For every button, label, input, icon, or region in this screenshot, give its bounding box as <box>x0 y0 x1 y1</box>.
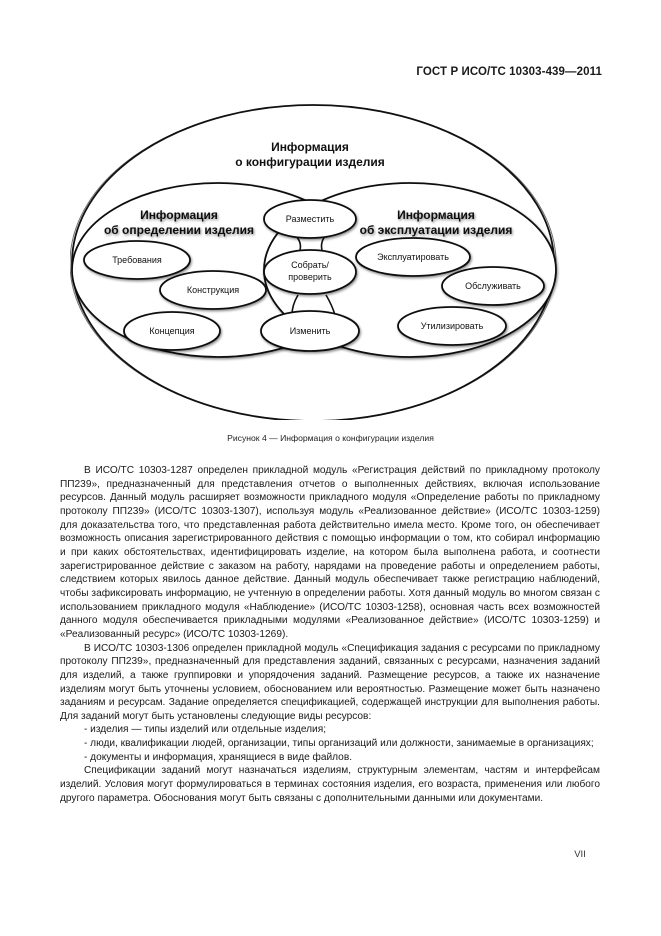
list-item: - документы и информация, хранящиеся в виде файлов. <box>84 751 353 763</box>
body-text <box>60 464 600 805</box>
node-requirements-label: Требования <box>112 255 162 265</box>
outer-title-line1: Информация <box>271 140 349 154</box>
node-maintain-label: Обслуживать <box>465 281 521 291</box>
node-design-label: Конструкция <box>186 285 240 295</box>
paragraph: В ИСО/ТС 10303-1306 определен прикладной модуль «Спецификация задания с ресурсами по прикладному протоколу ПП239», предназначенный для представления заданий, связанных с ресурсами, назначения заданий для изделий, а также группировки и упорядочения заданий. Размещение ресурсов, а также их назначение изделиям могут быть уточнены условием, обоснованием или вероятностью. Размещение может быть назначено заданиям и ресурсам. Задание определяется спецификацией, содержащей инструкции для выполнения работы. Для заданий могут быть установлены следующие виды ресурсов: <box>60 642 600 722</box>
outer-title-line2: о конфигурации изделия <box>235 155 385 169</box>
document-standard-header: ГОСТ Р ИСО/ТС 10303-439—2011 <box>416 66 602 78</box>
paragraph: Спецификации заданий могут назначаться изделиям, структурным элементам, частям и интерфейсам изделий. Условия могут формулироваться в терминах состояния изделия, его возраста, применения или любого другого параметра. Обоснования могут быть связаны с дополнительными данными или документами. <box>60 765 600 804</box>
node-dispose-label: Утилизировать <box>420 321 484 331</box>
page-number: VII <box>574 849 586 860</box>
list-item: - люди, квалификации людей, организации, типы организаций или должности, занимаемые в организациях; <box>84 738 594 750</box>
node-concept-label: Концепция <box>149 326 195 336</box>
node-verify-label: проверить <box>288 272 332 282</box>
paragraph: В ИСО/ТС 10303-1287 определен прикладной модуль «Регистрация действий по прикладному протоколу ПП239», предназначенный для представления отчетов о выполненных действиях, включая использование ресурсов. Данный модуль расширяет возможности прикладного модуля «Определение работы по прикладному протоколу ПП239» (ИСО/ТС 10303-1307), используя модуль «Реализованное действие» (ИСО/ТС 10303-1259) для доказательства того, что представленная работа действительно имела место. Кроме того, он обеспечивает возможность описания зарегистрированного действия с помощью информации о том, кто собирал информацию и при каких обстоятельствах, идентифицировать изделие, на котором была выполнена работа, и соотнести зарегистрированное действие с заказом на работу, нарядами на проведение работы и определением работы, следствием которых явилось данное действие. Данный модуль обеспечивает также регистрацию наблюдений, чтобы зафиксировать информацию, не учтенную в определении работы. Хотя данный модуль во многом связан с использованием прикладного модуля «Наблюдение» (ИСО/ТС 10303-1258), основная часть всех возможностей данного модуля обеспечивается прикладными модулями «Реализованное действие» (ИСО/ТС 10303-1259) и «Реализованный ресурс» (ИСО/ТС 10303-1269). <box>60 465 600 640</box>
node-change-label: Изменить <box>289 326 331 336</box>
right-title-line1: Информация <box>397 208 475 222</box>
node-operate-label: Эксплуатировать <box>377 252 449 262</box>
left-title-line1: Информация <box>140 208 218 222</box>
node-place-label: Разместить <box>285 214 335 224</box>
left-title-line2: об определении изделия <box>103 223 255 237</box>
right-title-line2: об эксплуатации изделия <box>359 223 513 237</box>
list-item: - изделия — типы изделий или отдельные изделия; <box>84 724 327 736</box>
figure-caption: Рисунок 4 — Информация о конфигурации изделия <box>227 433 434 443</box>
configuration-info-diagram <box>70 100 590 420</box>
node-assemble-label: Собрать/ <box>291 260 329 270</box>
